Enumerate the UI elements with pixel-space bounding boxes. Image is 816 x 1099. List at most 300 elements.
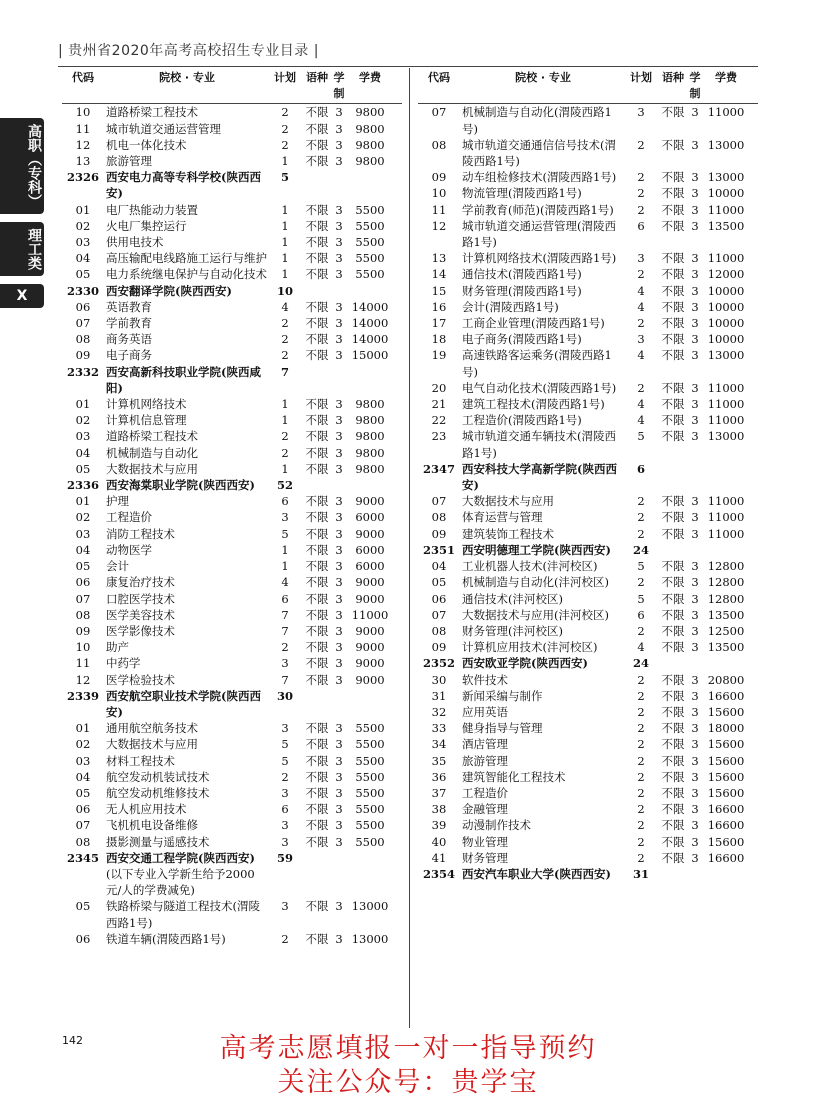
cell-code: 40 — [431, 834, 447, 849]
cell-plan: 2 — [637, 753, 645, 768]
table-row — [62, 866, 402, 898]
cell-years: 3 — [335, 332, 343, 347]
cell-years: 3 — [335, 769, 343, 784]
cell-fee: 15000 — [351, 348, 389, 363]
cell-code: 41 — [431, 850, 447, 865]
cell-plan: 2 — [637, 526, 645, 541]
table-row — [418, 785, 758, 801]
cell-lang: 不限 — [661, 526, 685, 541]
cell-name: 电力系统继电保护与自动化技术 — [106, 267, 267, 282]
cell-fee: 12800 — [707, 575, 745, 590]
cell-code: 07 — [75, 591, 91, 606]
cell-code: 06 — [75, 575, 91, 590]
cell-lang: 不限 — [305, 137, 329, 152]
cell-code: 10 — [75, 640, 91, 655]
cell-name: 工程造价(渭陵西路1号) — [462, 413, 582, 428]
cell-lang — [658, 461, 688, 493]
cell-name: 大数据技术与应用 — [462, 494, 554, 509]
cell-years: 3 — [335, 121, 343, 136]
table-row — [418, 672, 758, 688]
cell-name: 动车组检修技术(渭陵西路1号) — [462, 170, 617, 185]
cell-plan: 2 — [281, 105, 289, 120]
header-name: 院校 · 专业 — [515, 71, 571, 84]
header-plan: 计划 — [274, 71, 296, 84]
table-row — [418, 801, 758, 817]
cell-code: 02 — [75, 737, 91, 752]
cell-name: 学前教育 — [106, 316, 152, 331]
table-row — [62, 234, 402, 250]
cell-name: 体育运营与管理 — [462, 510, 543, 525]
cell-years: 3 — [335, 672, 343, 687]
cell-lang — [302, 850, 332, 866]
table-row — [62, 736, 402, 752]
cell-plan: 1 — [281, 559, 289, 574]
cell-fee: 15600 — [707, 704, 745, 719]
cell-name: 建筑装饰工程技术 — [462, 526, 554, 541]
cell-years: 3 — [335, 137, 343, 152]
cell-years: 3 — [691, 785, 699, 800]
cell-code: 35 — [431, 753, 447, 768]
cell-plan: 2 — [281, 445, 289, 460]
school-row — [62, 364, 402, 396]
cell-years: 3 — [691, 429, 699, 444]
table-row — [418, 607, 758, 623]
table-row — [62, 121, 402, 137]
table-row — [62, 396, 402, 412]
cell-lang: 不限 — [305, 316, 329, 331]
cell-fee: 11000 — [707, 526, 745, 541]
cell-lang — [658, 655, 688, 671]
table-row — [418, 104, 758, 136]
cell-name: 西安汽车职业大学(陕西西安) — [462, 866, 611, 881]
cell-years: 3 — [691, 607, 699, 622]
cell-lang: 不限 — [305, 397, 329, 412]
cell-plan: 2 — [637, 704, 645, 719]
cell-lang: 不限 — [305, 526, 329, 541]
cell-name: 应用英语 — [462, 704, 508, 719]
cell-plan: 31 — [632, 866, 649, 881]
cell-fee: 5500 — [355, 251, 385, 266]
cell-name: 西安海棠职业学院(陕西西安) — [106, 478, 255, 493]
table-row — [62, 250, 402, 266]
cell-fee — [702, 542, 750, 558]
table-row — [62, 347, 402, 363]
cell-years: 3 — [691, 850, 699, 865]
cell-fee: 5500 — [355, 218, 385, 233]
table-row — [418, 250, 758, 266]
cell-fee: 9800 — [355, 137, 385, 152]
cell-code: 14 — [431, 267, 447, 282]
cell-code: 09 — [431, 640, 447, 655]
cell-code: 07 — [431, 105, 447, 120]
cell-lang: 不限 — [661, 672, 685, 687]
watermark-line-2: 关注公众号：贵学宝 — [277, 1067, 539, 1098]
cell-plan: 1 — [281, 397, 289, 412]
cell-years: 3 — [691, 380, 699, 395]
header-lang: 语种 — [306, 71, 328, 84]
cell-plan: 2 — [637, 850, 645, 865]
cell-plan: 3 — [281, 721, 289, 736]
cell-years: 3 — [335, 785, 343, 800]
cell-years: 3 — [691, 802, 699, 817]
table-row — [62, 412, 402, 428]
cell-name: 金融管理 — [462, 802, 508, 817]
cell-lang: 不限 — [305, 218, 329, 233]
cell-fee: 15600 — [707, 785, 745, 800]
cell-name: 通用航空航务技术 — [106, 721, 198, 736]
cell-code: 03 — [75, 429, 91, 444]
cell-plan: 7 — [281, 607, 289, 622]
header-years: 学制 — [333, 71, 345, 101]
cell-name: 火电厂集控运行 — [106, 218, 187, 233]
cell-fee: 5500 — [355, 753, 385, 768]
cell-fee — [346, 688, 394, 720]
cell-code: 07 — [431, 607, 447, 622]
cell-name: 旅游管理 — [462, 753, 508, 768]
table-row — [418, 169, 758, 185]
table-row — [62, 623, 402, 639]
table-row — [418, 347, 758, 379]
table-row — [62, 202, 402, 218]
cell-years: 3 — [691, 526, 699, 541]
cell-plan: 6 — [637, 607, 645, 622]
cell-fee: 15600 — [707, 753, 745, 768]
cell-lang: 不限 — [661, 769, 685, 784]
cell-code: 09 — [431, 170, 447, 185]
cell-fee: 6000 — [355, 542, 385, 557]
cell-plan: 2 — [281, 137, 289, 152]
table-row — [418, 396, 758, 412]
cell-fee: 11000 — [707, 413, 745, 428]
cell-fee: 9800 — [355, 121, 385, 136]
cell-name: 大数据技术与应用 — [106, 461, 198, 476]
cell-years: 3 — [335, 753, 343, 768]
header-code: 代码 — [428, 71, 450, 84]
cell-code: 05 — [75, 899, 91, 914]
cell-fee — [702, 461, 750, 493]
cell-code: 17 — [431, 316, 447, 331]
cell-name: 软件技术 — [462, 672, 508, 687]
cell-plan: 2 — [637, 494, 645, 509]
cell-plan: 3 — [281, 834, 289, 849]
header-lang: 语种 — [662, 71, 684, 84]
table-row — [62, 137, 402, 153]
cell-code: 06 — [75, 802, 91, 817]
cell-name: 建筑工程技术(渭陵西路1号) — [462, 397, 605, 412]
cell-lang: 不限 — [661, 850, 685, 865]
table-row — [418, 202, 758, 218]
cell-years: 3 — [335, 818, 343, 833]
cell-plan: 3 — [281, 510, 289, 525]
cell-code: 04 — [75, 445, 91, 460]
cell-fee — [346, 866, 394, 898]
cell-name: 口腔医学技术 — [106, 591, 175, 606]
cell-lang — [302, 364, 332, 396]
cell-name: 工程造价 — [462, 785, 508, 800]
cell-years: 3 — [691, 591, 699, 606]
cell-name: 大数据技术与应用(沣河校区) — [462, 607, 609, 622]
cell-plan: 2 — [281, 332, 289, 347]
cell-plan: 3 — [637, 251, 645, 266]
cell-code: 07 — [431, 494, 447, 509]
cell-code: 2336 — [66, 478, 99, 493]
cell-fee: 11000 — [707, 202, 745, 217]
cell-lang: 不限 — [661, 575, 685, 590]
cell-lang: 不限 — [661, 332, 685, 347]
cell-code: 08 — [75, 332, 91, 347]
cell-years: 3 — [691, 704, 699, 719]
cell-code: 38 — [431, 802, 447, 817]
cell-code: 11 — [431, 202, 447, 217]
cell-years: 3 — [691, 834, 699, 849]
cell-fee — [346, 283, 394, 299]
cell-plan: 59 — [276, 850, 293, 865]
cell-years: 3 — [691, 332, 699, 347]
header-fee: 学费 — [715, 71, 737, 84]
cell-code: 2339 — [66, 688, 99, 703]
cell-years: 3 — [335, 899, 343, 914]
cell-name: 旅游管理 — [106, 154, 152, 169]
cell-fee — [702, 655, 750, 671]
cell-plan: 4 — [281, 575, 289, 590]
left-column — [62, 70, 402, 947]
cell-plan: 7 — [281, 672, 289, 687]
table-row — [418, 412, 758, 428]
cell-fee: 9000 — [355, 526, 385, 541]
cell-plan: 2 — [637, 802, 645, 817]
left-table-body — [62, 104, 402, 947]
table-row — [62, 931, 402, 947]
cell-code: 13 — [431, 251, 447, 266]
cell-name: 计算机网络技术 — [106, 397, 187, 412]
cell-lang: 不限 — [305, 769, 329, 784]
cell-fee: 12500 — [707, 623, 745, 638]
cell-years: 3 — [335, 494, 343, 509]
table-row — [418, 299, 758, 315]
cell-years: 3 — [691, 105, 699, 120]
cell-name: 动物医学 — [106, 542, 152, 557]
cell-years: 3 — [691, 218, 699, 233]
cell-name: 西安翻译学院(陕西西安) — [106, 283, 232, 298]
cell-code: 37 — [431, 785, 447, 800]
cell-code: 2332 — [66, 364, 99, 379]
cell-name: 西安航空职业技术学院(陕西西安) — [106, 688, 261, 719]
table-row — [418, 526, 758, 542]
cell-plan: 2 — [637, 380, 645, 395]
cell-plan: 2 — [281, 931, 289, 946]
cell-name: 酒店管理 — [462, 737, 508, 752]
cell-code: 05 — [75, 785, 91, 800]
cell-fee: 13000 — [707, 137, 745, 152]
cell-name: 大数据技术与应用 — [106, 737, 198, 752]
cell-years: 3 — [691, 818, 699, 833]
cell-plan: 2 — [637, 721, 645, 736]
cell-lang: 不限 — [661, 348, 685, 363]
cell-lang: 不限 — [305, 105, 329, 120]
cell-lang: 不限 — [305, 154, 329, 169]
cell-plan: 7 — [281, 623, 289, 638]
header-rule — [58, 66, 758, 67]
table-row — [62, 493, 402, 509]
cell-lang: 不限 — [661, 170, 685, 185]
cell-code: 33 — [431, 721, 447, 736]
cell-years — [332, 850, 346, 866]
cell-years: 3 — [335, 656, 343, 671]
cell-fee: 5500 — [355, 235, 385, 250]
cell-years: 3 — [335, 559, 343, 574]
cell-years: 3 — [335, 397, 343, 412]
cell-years: 3 — [335, 413, 343, 428]
cell-code: 06 — [75, 931, 91, 946]
cell-lang: 不限 — [305, 510, 329, 525]
school-row — [418, 866, 758, 882]
cell-years: 3 — [335, 623, 343, 638]
table-row — [418, 137, 758, 169]
table-row — [418, 753, 758, 769]
cell-code: 2351 — [422, 542, 455, 557]
cell-name: 材料工程技术 — [106, 753, 175, 768]
cell-lang: 不限 — [305, 591, 329, 606]
cell-lang: 不限 — [661, 283, 685, 298]
cell-fee: 9800 — [355, 397, 385, 412]
cell-plan: 2 — [637, 688, 645, 703]
table-row — [62, 672, 402, 688]
cell-years — [332, 364, 346, 396]
cell-fee: 5500 — [355, 267, 385, 282]
cell-years: 3 — [691, 494, 699, 509]
cell-code: 20 — [431, 380, 447, 395]
cell-years — [688, 655, 702, 671]
cell-plan: 2 — [637, 623, 645, 638]
cell-name: 铁道车辆(渭陵西路1号) — [106, 931, 226, 946]
cell-plan: 2 — [637, 575, 645, 590]
cell-name: 商务英语 — [106, 332, 152, 347]
cell-lang: 不限 — [305, 559, 329, 574]
cell-code: 12 — [75, 137, 91, 152]
right-column-header — [418, 70, 758, 104]
cell-plan: 2 — [637, 785, 645, 800]
cell-lang: 不限 — [661, 380, 685, 395]
cell-code: 03 — [75, 526, 91, 541]
cell-years: 3 — [335, 640, 343, 655]
cell-code: 34 — [431, 737, 447, 752]
cell-years — [332, 477, 346, 493]
cell-years: 3 — [335, 834, 343, 849]
cell-years: 3 — [335, 202, 343, 217]
cell-fee: 9800 — [355, 105, 385, 120]
cell-code: 01 — [75, 202, 91, 217]
cell-plan: 5 — [281, 737, 289, 752]
cell-lang: 不限 — [661, 316, 685, 331]
cell-years: 3 — [691, 299, 699, 314]
cell-code: 08 — [75, 607, 91, 622]
cell-name: 西安交通工程学院(陕西西安) — [106, 850, 255, 865]
cell-years — [332, 866, 346, 898]
cell-lang: 不限 — [305, 607, 329, 622]
cell-code: 05 — [431, 575, 447, 590]
cell-code: 05 — [75, 267, 91, 282]
table-row — [62, 801, 402, 817]
cell-name: 供用电技术 — [106, 235, 164, 250]
cell-lang: 不限 — [661, 413, 685, 428]
cell-lang: 不限 — [305, 785, 329, 800]
cell-lang: 不限 — [305, 429, 329, 444]
cell-plan: 5 — [281, 526, 289, 541]
cell-code: 30 — [431, 672, 447, 687]
cell-plan: 10 — [276, 283, 293, 298]
cell-lang: 不限 — [305, 235, 329, 250]
cell-fee — [346, 850, 394, 866]
table-row — [62, 331, 402, 347]
table-row — [62, 591, 402, 607]
cell-lang: 不限 — [661, 494, 685, 509]
cell-plan: 2 — [637, 186, 645, 201]
cell-name: 计算机信息管理 — [106, 413, 187, 428]
cell-lang: 不限 — [305, 753, 329, 768]
cell-code: 12 — [431, 218, 447, 233]
cell-code: 39 — [431, 818, 447, 833]
cell-fee: 12800 — [707, 559, 745, 574]
cell-plan: 2 — [281, 640, 289, 655]
cell-plan: 4 — [281, 299, 289, 314]
cell-code: 03 — [75, 235, 91, 250]
cell-lang — [302, 866, 332, 898]
cell-fee: 16600 — [707, 818, 745, 833]
cell-plan: 2 — [637, 834, 645, 849]
cell-plan: 6 — [281, 802, 289, 817]
cell-years: 3 — [691, 623, 699, 638]
cell-lang: 不限 — [661, 510, 685, 525]
cell-lang: 不限 — [305, 640, 329, 655]
cell-name: 康复治疗技术 — [106, 575, 175, 590]
table-row — [62, 315, 402, 331]
cell-fee: 9000 — [355, 656, 385, 671]
cell-lang: 不限 — [305, 413, 329, 428]
table-row — [418, 558, 758, 574]
cell-years: 3 — [691, 316, 699, 331]
cell-name: 通信技术(渭陵西路1号) — [462, 267, 582, 282]
cell-years: 3 — [335, 802, 343, 817]
table-row — [418, 574, 758, 590]
cell-code: 09 — [75, 623, 91, 638]
cell-code: 05 — [75, 461, 91, 476]
cell-lang — [302, 688, 332, 720]
cell-plan: 6 — [281, 494, 289, 509]
cell-name: 消防工程技术 — [106, 526, 175, 541]
table-row — [418, 591, 758, 607]
cell-years: 3 — [691, 348, 699, 363]
cell-fee: 16600 — [707, 688, 745, 703]
cell-years: 3 — [691, 202, 699, 217]
cell-lang: 不限 — [661, 737, 685, 752]
cell-name: 医学检验技术 — [106, 672, 175, 687]
cell-name: 计算机网络技术(渭陵西路1号) — [462, 251, 617, 266]
cell-fee: 10000 — [707, 316, 745, 331]
cell-plan: 2 — [637, 137, 645, 152]
cell-name: 城市轨道交通运营管理(渭陵西路1号) — [462, 218, 616, 250]
cell-plan: 2 — [281, 429, 289, 444]
cell-name: 高压输配电线路施工运行与维护 — [106, 251, 267, 266]
cell-plan: 4 — [637, 348, 645, 363]
cell-name: 无人机应用技术 — [106, 802, 187, 817]
cell-code: 07 — [75, 316, 91, 331]
table-row — [62, 574, 402, 590]
cell-name: 城市轨道交通运营管理 — [106, 121, 221, 136]
cell-name: 工程造价 — [106, 510, 152, 525]
cell-fee: 11000 — [707, 105, 745, 120]
cell-fee: 13500 — [707, 218, 745, 233]
cell-years: 3 — [335, 461, 343, 476]
